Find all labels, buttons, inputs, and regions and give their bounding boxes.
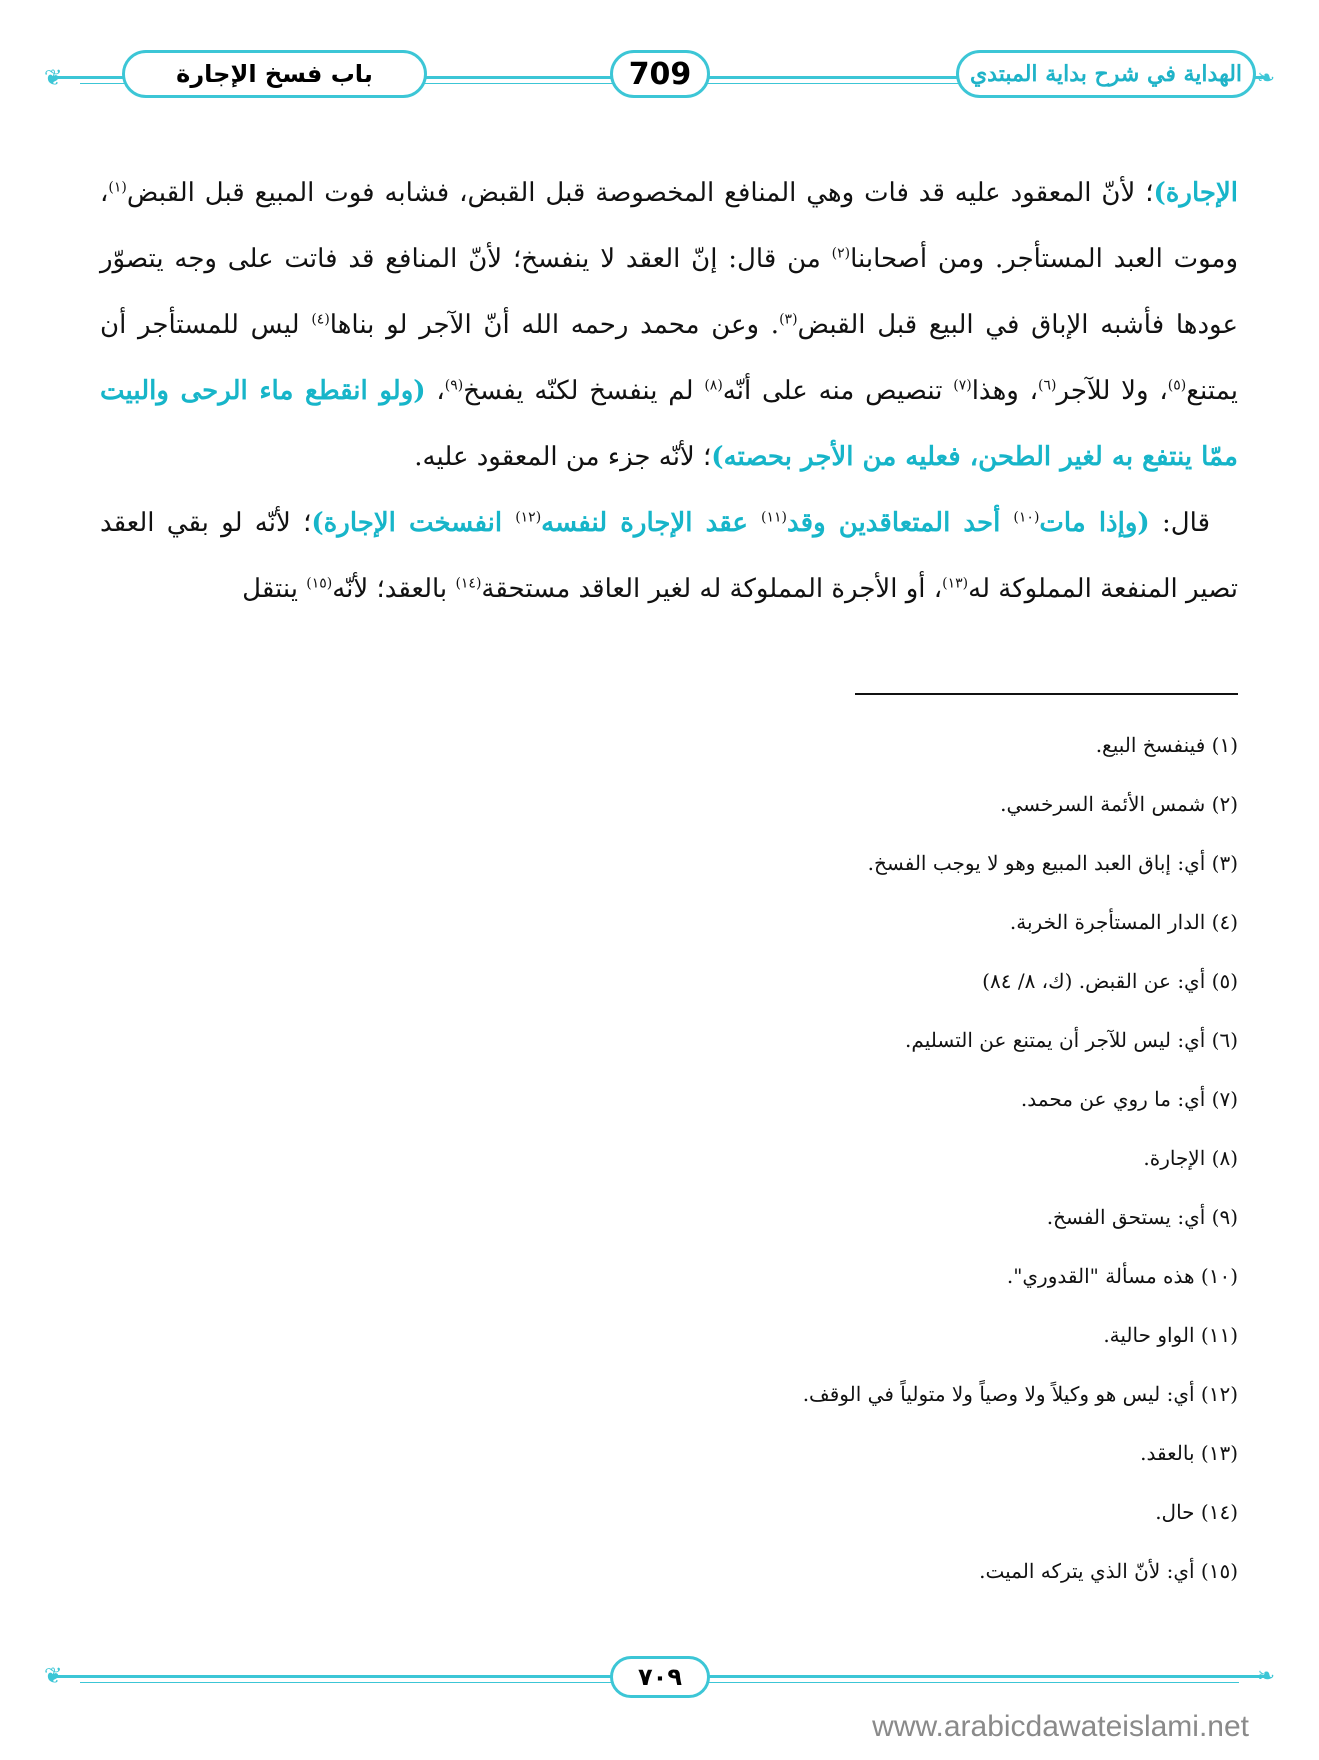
footnote-ref[interactable]: (١٢) — [515, 509, 542, 526]
ornament-left-icon: ❦ — [44, 1664, 63, 1689]
footnote-item: (١٥) أي: لأنّ الذي يتركه الميت. — [979, 1559, 1238, 1583]
footnote-item: (١١) الواو حالية. — [1103, 1323, 1238, 1347]
footnote-item: (٣) أي: إباق العبد المبيع وهو لا يوجب الفسخ. — [867, 851, 1238, 875]
text-run: ؛ لأنّه جزء من المعقود عليه. — [414, 442, 712, 472]
footnote-item: (١٤) حال. — [1155, 1500, 1238, 1524]
footnote-ref[interactable]: (٣) — [779, 311, 798, 328]
footnote-ref[interactable]: (١١) — [761, 509, 787, 526]
text-highlight: (ولو انقطع ماء الرحى والبيت ممّا ينتفع به لغير الطحن، فعليه من الأجر بحصته) — [100, 376, 1238, 472]
text-highlight: أحد المتعاقدين وقد — [787, 508, 1014, 538]
text-run: ، — [425, 376, 445, 406]
footnote-item: (٦) أي: ليس للآجر أن يمتنع عن التسليم. — [905, 1028, 1238, 1052]
text-highlight: عقد الإجارة لنفسه — [541, 508, 762, 538]
text-run: ؛ لأنّ المعقود عليه قد فات وهي المنافع المخصوصة قبل القبض، فشابه فوت المبيع قبل القبض — [126, 178, 1154, 208]
paragraph — [100, 160, 1238, 490]
text-run: من قال: إنّ العقد لا ينفسخ؛ لأنّ المنافع قد فاتت على وجه يتصوّر عودها فأشبه الإباق في البيع قبل القبض — [100, 244, 1238, 340]
main-text — [100, 160, 1238, 622]
text-run: تنصيص منه على أنّه — [722, 376, 954, 406]
text-highlight: انفسخت الإجارة) — [311, 508, 516, 538]
footnote-ref[interactable]: (٢) — [831, 245, 851, 262]
footnote-ref[interactable]: (٤) — [311, 311, 330, 328]
footnote-ref[interactable]: (٨) — [704, 377, 723, 394]
footnotes-list — [100, 716, 1238, 1601]
footnote-item: (٢) شمس الأئمة السرخسي. — [1000, 792, 1238, 816]
footer-page-number: ٧٠٩ — [610, 1656, 710, 1698]
text-highlight: الإجارة) — [1153, 178, 1238, 208]
text-run: بالعقد؛ لأنّه — [332, 574, 456, 604]
page-header — [44, 46, 1275, 108]
text-run: ، وموت العبد المستأجر. ومن أصحابنا — [100, 178, 1238, 274]
footnote-item: (١٠) هذه مسألة "القدوري". — [1006, 1264, 1238, 1288]
footnote-ref[interactable]: (٥) — [1167, 377, 1187, 394]
footnote-ref[interactable]: (٧) — [953, 377, 972, 394]
footnote-ref[interactable]: (٦) — [1038, 377, 1057, 394]
footnote-item: (١٢) أي: ليس هو وكيلاً ولا وصياً ولا متولياً في الوقف. — [802, 1382, 1238, 1406]
footnote-item: (١) فينفسخ البيع. — [1095, 733, 1238, 757]
footnote-ref[interactable]: (١٣) — [942, 575, 969, 592]
text-run: ، وهذا — [971, 376, 1039, 406]
ornament-right-icon: ❧ — [1256, 1664, 1275, 1689]
footnote-ref[interactable]: (١٥) — [306, 575, 333, 592]
text-run: ؛ لأنّه لو بقي العقد تصير المنفعة المملوكة له — [100, 508, 1238, 604]
paragraph — [100, 490, 1238, 622]
footnote-ref[interactable]: (٩) — [444, 377, 464, 394]
text-run: قال: — [1149, 508, 1211, 538]
footnote-ref[interactable]: (١٤) — [455, 575, 482, 592]
page-footer — [44, 1650, 1275, 1704]
footnote-ref[interactable]: (١) — [108, 179, 127, 196]
text-run: . وعن محمد رحمه الله أنّ الآجر لو بناها — [329, 310, 780, 340]
footnote-divider — [855, 693, 1238, 695]
footnote-item: (٤) الدار المستأجرة الخربة. — [1009, 910, 1238, 934]
book-title: الهداية في شرح بداية المبتدي — [956, 50, 1256, 98]
ornament-right-icon: ❧ — [1256, 66, 1275, 91]
ornament-left-icon: ❦ — [44, 66, 63, 91]
watermark-url: www.arabicdawateislami.net — [872, 1710, 1249, 1743]
text-run: ليس للمستأجر أن يمتنع — [100, 310, 1239, 406]
footnote-item: (١٣) بالعقد. — [1140, 1441, 1238, 1465]
text-run: لم ينفسخ لكنّه يفسخ — [463, 376, 705, 406]
chapter-title: باب فسخ الإجارة — [122, 50, 427, 98]
text-run: ينتقل — [242, 574, 307, 604]
footnote-item: (٨) الإجارة. — [1143, 1146, 1238, 1170]
text-highlight: (وإذا مات — [1039, 508, 1150, 538]
footnote-item: (٩) أي: يستحق الفسخ. — [1046, 1205, 1238, 1229]
page-number: 709 — [610, 50, 710, 98]
text-run: ، ولا للآجر — [1056, 376, 1168, 406]
footnote-ref[interactable]: (١٠) — [1013, 509, 1040, 526]
footnote-item: (٧) أي: ما روي عن محمد. — [1020, 1087, 1238, 1111]
text-run: ، أو الأجرة المملوكة له لغير العاقد مستحقة — [481, 574, 943, 604]
footnote-item: (٥) أي: عن القبض. (ك، ٨/ ٨٤) — [982, 969, 1238, 993]
